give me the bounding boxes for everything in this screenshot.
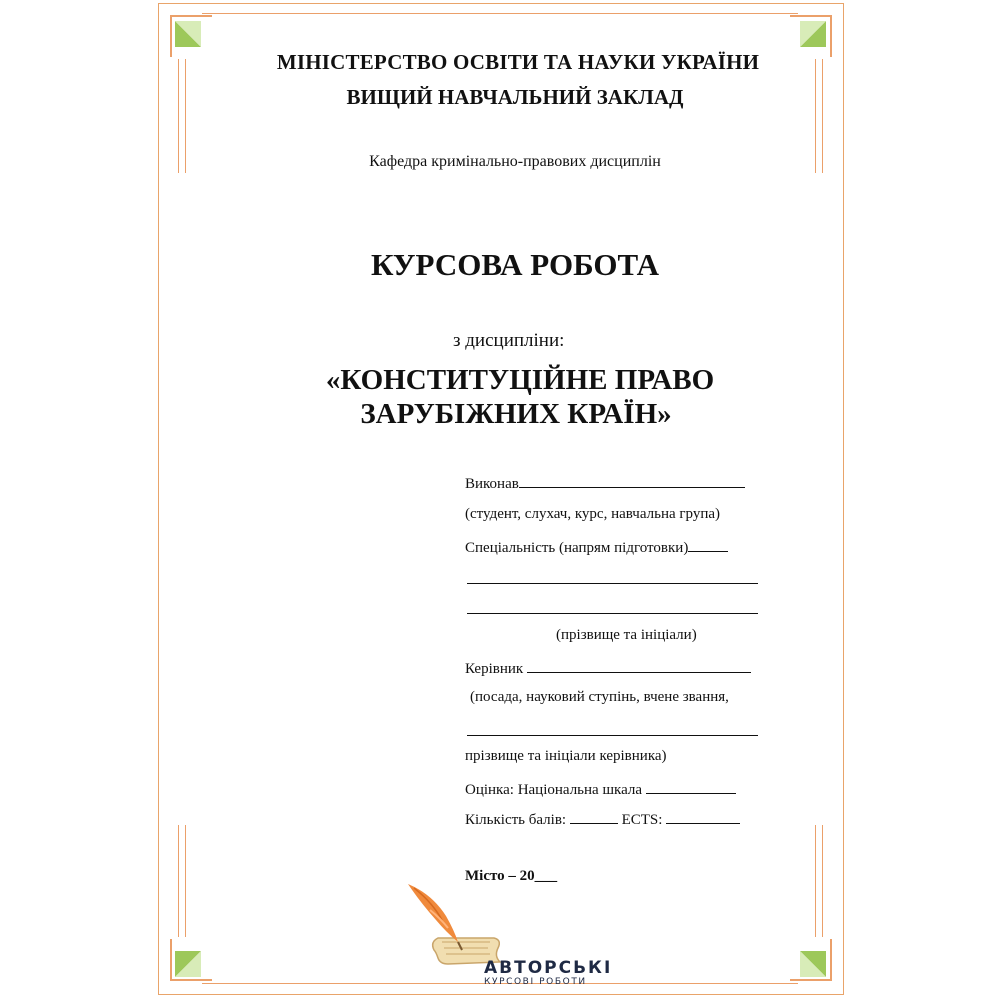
institution-heading: ВИЩИЙ НАВЧАЛЬНИЙ ЗАКЛАД: [346, 85, 684, 109]
supervisor-blank[interactable]: [527, 658, 751, 673]
frame-line-inner-top: [202, 13, 798, 14]
supervisor-note-2: прізвище та ініціали керівника): [465, 748, 667, 764]
specialty-blank[interactable]: [688, 537, 728, 552]
frame-line-bottom-left: [170, 979, 212, 981]
supervisor-label: Керівник: [465, 661, 524, 677]
discipline-name-line-2: ЗАРУБІЖНИХ КРАЇН»: [360, 398, 672, 430]
city-year: Місто – 20___: [465, 868, 558, 884]
specialty-blank-line-1[interactable]: [467, 583, 758, 584]
corner-triangle-icon: [175, 951, 201, 977]
grade-label: Оцінка: Національна шкала: [465, 782, 642, 798]
grade-blank[interactable]: [646, 779, 736, 794]
discipline-name-line-1: «КОНСТИТУЦІЙНЕ ПРАВО: [325, 364, 715, 396]
corner-triangle-icon: [800, 21, 826, 47]
points-row: [465, 809, 740, 829]
corner-triangle-icon: [800, 951, 826, 977]
supervisor-row: [465, 658, 751, 678]
performed-by-blank[interactable]: [519, 473, 745, 488]
performed-by-row: [465, 473, 745, 493]
frame-line-top-right: [790, 15, 832, 17]
frame-line-top-left: [170, 15, 212, 17]
ministry-heading: МІНІСТЕРСТВО ОСВІТИ ТА НАУКИ УКРАЇНИ: [276, 50, 760, 74]
student-note: (студент, слухач, курс, навчальна група): [465, 506, 721, 522]
corner-triangle-icon: [175, 21, 201, 47]
specialty-blank-line-2[interactable]: [467, 613, 758, 614]
specialty-row: [465, 537, 728, 557]
department-name: Кафедра кримінально-правових дисциплін: [369, 153, 661, 170]
logo-subtitle: КУРСОВІ РОБОТИ: [484, 977, 587, 987]
document-title: КУРСОВА РОБОТА: [370, 247, 660, 282]
points-label: Кількість балів:: [465, 812, 567, 828]
frame-line-bottom-left-vertical: [170, 939, 172, 981]
frame-line-left-lower-2: [185, 825, 186, 937]
logo-title: АВТОРСЬКІ: [484, 958, 613, 978]
frame-line-left-lower: [178, 825, 179, 937]
document-page: [158, 3, 844, 995]
ects-label: ECTS:: [621, 812, 663, 828]
performed-by-label: Виконав: [465, 476, 519, 492]
frame-line-right-lower-2: [815, 825, 816, 937]
supervisor-blank-line[interactable]: [467, 735, 758, 736]
points-blank[interactable]: [570, 809, 618, 824]
surname-note: (прізвище та ініціали): [556, 627, 697, 643]
page-border: [158, 3, 844, 995]
specialty-label: Спеціальність (напрям підготовки): [465, 540, 689, 556]
frame-line-bottom-right: [790, 979, 832, 981]
grade-row: [465, 779, 736, 799]
supervisor-note: (посада, науковий ступінь, вчене звання,: [470, 689, 729, 705]
frame-line-right-lower: [822, 825, 823, 937]
frame-line-bottom-right-vertical: [830, 939, 832, 981]
discipline-label: з дисципліни:: [453, 330, 565, 351]
ects-blank[interactable]: [666, 809, 740, 824]
